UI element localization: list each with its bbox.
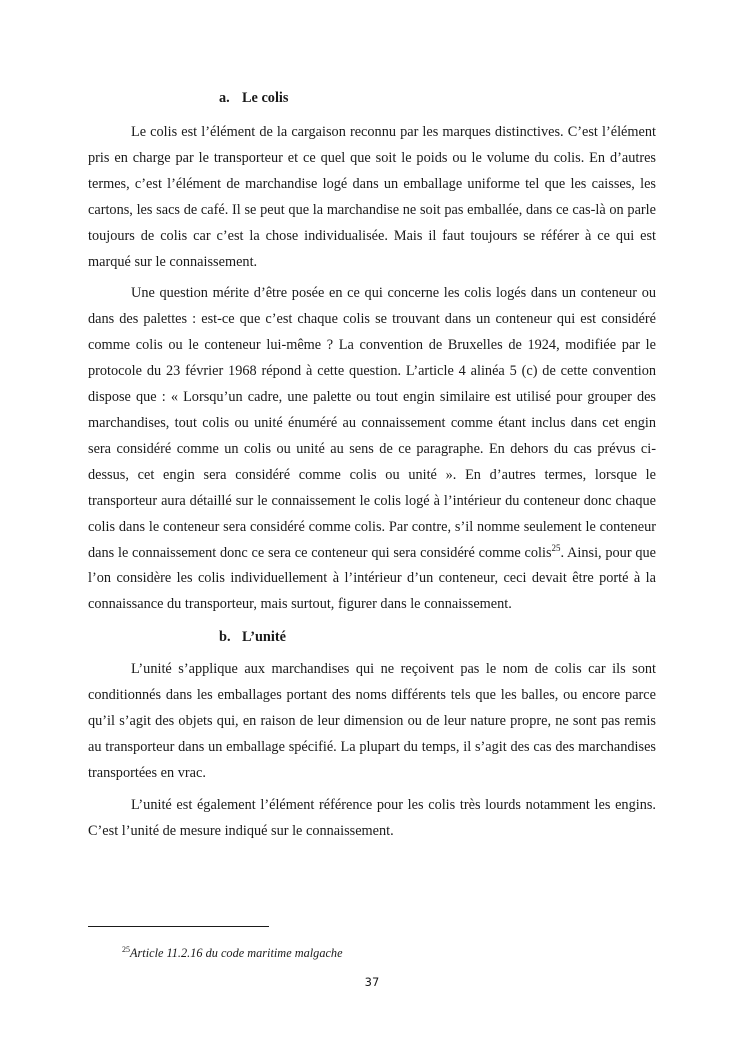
heading-marker: a. <box>219 90 230 106</box>
section-heading-unite <box>88 627 656 647</box>
footnote-number: 25 <box>122 944 130 954</box>
document-body <box>88 88 656 845</box>
paragraph: Le colis est l’élément de la cargaison reconnu par les marques distinctives. C’est l’élément pris en charge par le transporteur et ce quel que soit le poids ou le volume du colis. En d’autres termes, c’est l’élément de marchandise logé dans un emballage uniforme tel que les caisses, les cartons, les sacs de café. Il se peut que la marchandise ne soit pas emballée, dans ce cas-là on parle toujours de colis car c’est la chose individualisée. Mais il faut toujours se référer à ce qui est marqué sur le connaissement. <box>88 124 656 270</box>
paragraph: L’unité s’applique aux marchandises qui ne reçoivent pas le nom de colis car ils sont conditionnés dans les emballages portant des noms différents tels que les balles, ou encore parce qu’il s’agit des objets qui, en raison de leur dimension ou de leur nature propre, ne sont pas remis au transporteur dans un emballage spécifié. La plupart du temps, il s’agit des cas des marchandises transportées en vrac. <box>88 661 656 781</box>
heading-title: Le colis <box>242 90 289 106</box>
page-number: 37 <box>364 975 380 989</box>
footnote-divider <box>88 926 269 927</box>
heading-title: L’unité <box>242 629 286 646</box>
footnote-text: Article 11.2.16 du code maritime malgache <box>130 946 343 960</box>
paragraph: L’unité est également l’élément référence pour les colis très lourds notamment les engins. C’est l’unité de mesure indiqué sur le connaissement. <box>88 796 656 839</box>
heading-marker: b. <box>219 629 231 646</box>
footnote <box>122 945 343 961</box>
paragraph-text: Une question mérite d’être posée en ce qui concerne les colis logés dans un conteneur ou dans des palettes : est-ce que c’est chaque colis se trouvant dans un conteneur qui est considéré comme colis ou le conteneur lui-même ? La convention de Bruxelles de 1924, modifiée par le protocole du 23 février 1968 répond à cette question. L’article 4 alinéa 5 (c) de cette convention dispose que : « Lorsqu’un cadre, une palette ou tout engin similaire est utilisé pour grouper des marchandises, tout colis ou unité énuméré au connaissement comme étant inclus dans cet engin sera considéré comme un colis ou unité au sens de ce paragraphe. En dehors du cas prévus ci-dessus, cet engin sera considéré comme colis ou unité ». En d’autres termes, lorsque le transporteur aura détaillé sur le connaissement le colis logé à l’intérieur du conteneur donc chaque colis dans le conteneur sera considéré comme colis. Par contre, s’il nomme seulement le conteneur dans le connaissement donc ce sera ce conteneur qui sera considéré comme colis <box>88 285 656 561</box>
paragraph-text: . Ainsi, pour que l’on considère les colis individuellement à l’intérieur d’un conteneur, ceci devait être porté à la connaissance du transporteur, mais surtout, figurer dans le connaissement. <box>88 544 656 613</box>
footnote-reference[interactable]: 25 <box>551 542 561 553</box>
section-heading-colis <box>88 88 656 108</box>
paragraph <box>88 281 656 618</box>
